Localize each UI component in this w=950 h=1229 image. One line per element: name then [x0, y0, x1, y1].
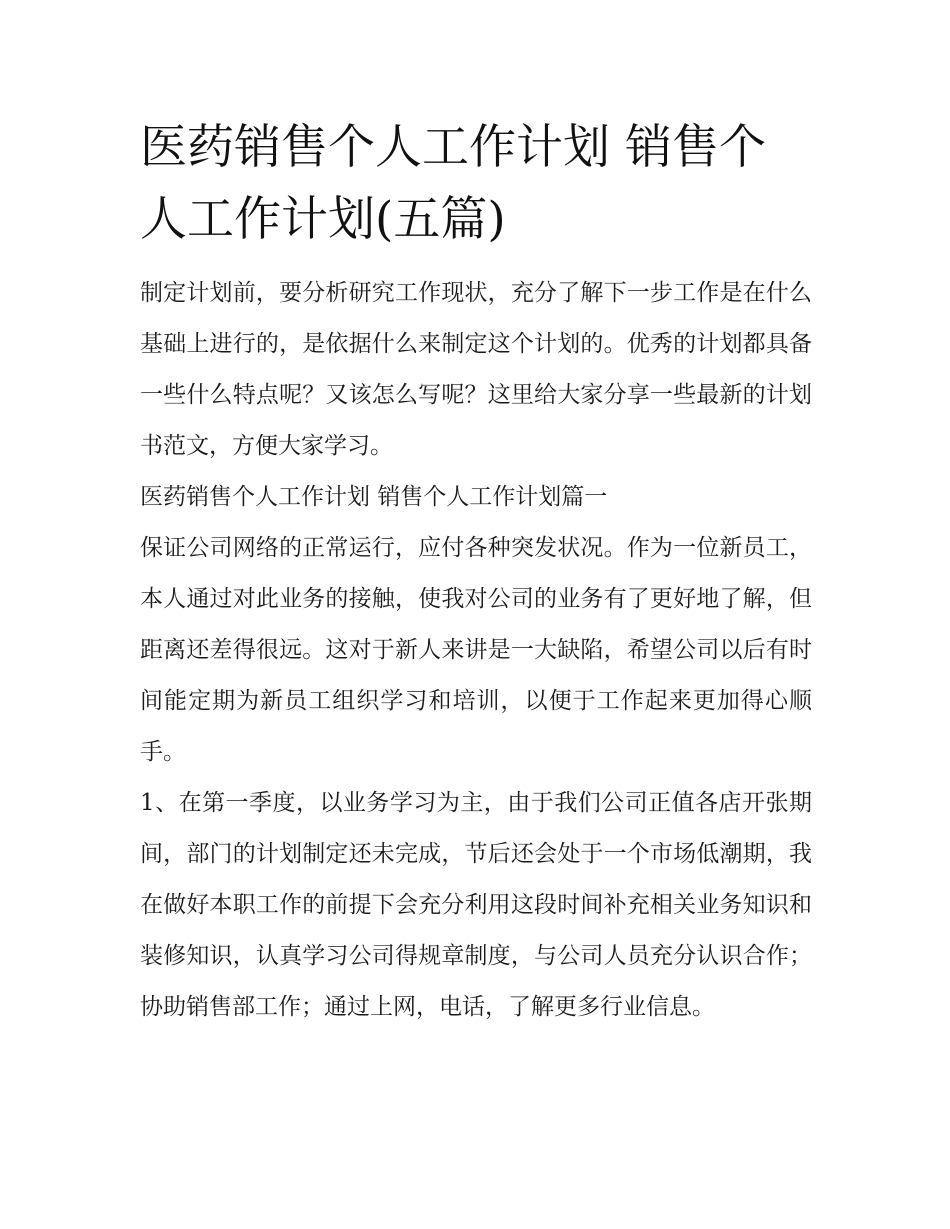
body-paragraph-1: 保证公司网络的正常运行，应付各种突发状况。作为一位新员工，本人通过对此业务的接触，使我对公司的业务有了更好地了解，但距离还差得很远。这对于新人来讲是一大缺陷，希望公司以后有时间能定期为新员工组织学习和培训，以便于工作起来更加得心顺手。 [140, 535, 812, 765]
body-paragraph-2: 1、在第一季度，以业务学习为主，由于我们公司正值各店开张期间，部门的计划制定还未完成，节后还会处于一个市场低潮期，我在做好本职工作的前提下会充分利用这段时间补充相关业务知识和装修知识，认真学习公司得规章制度，与公司人员充分认识合作；协助销售部工作；通过上网，电话，了解更多行业信息。 [140, 790, 812, 1020]
document-title: 医药销售个人工作计划 销售个人工作计划(五篇) [140, 120, 766, 247]
section-heading: 医药销售个人工作计划 销售个人工作计划篇一 [140, 484, 608, 510]
intro-paragraph: 制定计划前，要分析研究工作现状，充分了解下一步工作是在什么基础上进行的，是依据什么来制定这个计划的。优秀的计划都具备一些什么特点呢？又该怎么写呢？这里给大家分享一些最新的计划书范文，方便大家学习。 [140, 280, 812, 459]
document-body [140, 112, 812, 1033]
